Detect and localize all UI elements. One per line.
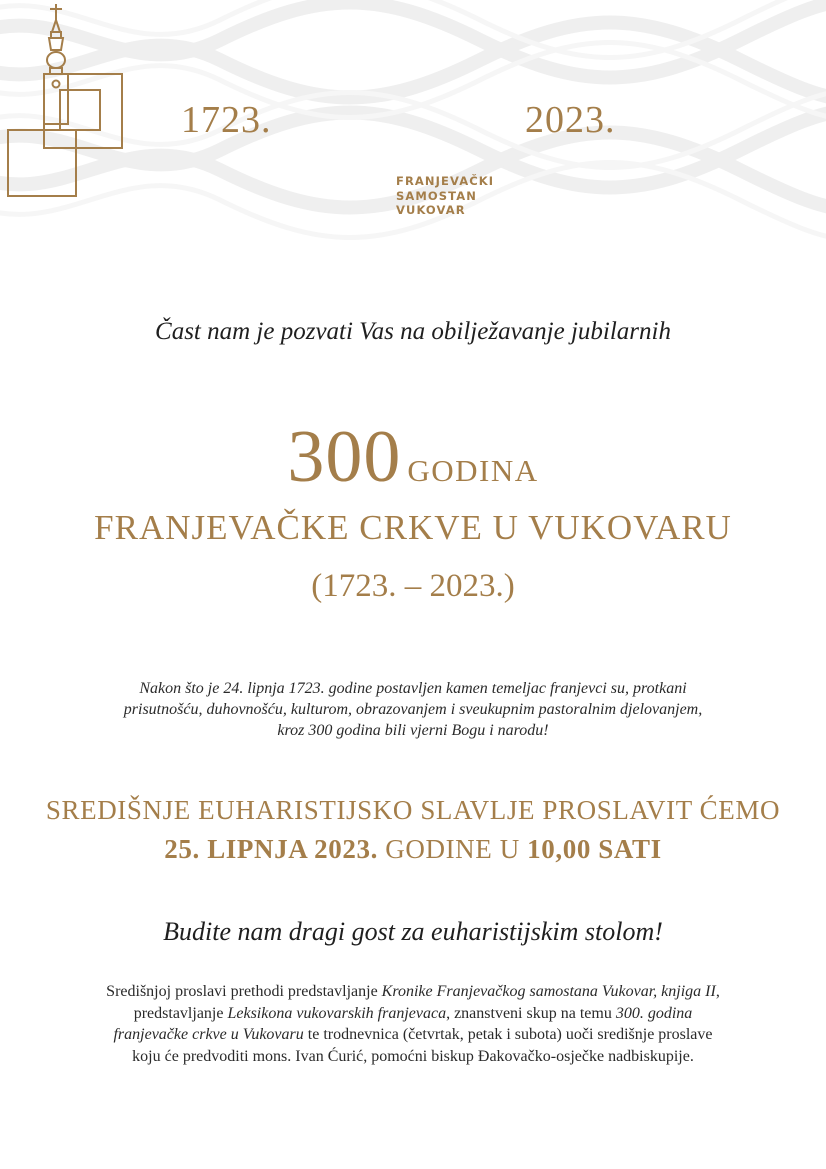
- description-line-2: prisutnošću, duhovnošću, kulturom, obrazovanjem i sveukupnim pastoralnim djelovanjem,: [123, 701, 703, 718]
- mass-godine-u: GODINE U: [385, 834, 520, 864]
- footer-lexicon-title: Leksikona vukovarskih franjevaca: [227, 1004, 447, 1022]
- invitation-line: Budite nam dragi gost za euharistijskim stolom!: [163, 917, 663, 946]
- anniversary-years: (1723. – 2023.): [311, 568, 515, 604]
- footer-symposium-title: 300. godina franjevačke crkve u Vukovaru: [113, 1004, 693, 1043]
- anniversary-godina: GODINA: [407, 453, 539, 488]
- description-line-3: kroz 300 godina bili vjerni Bogu i narodu!: [277, 722, 549, 739]
- mass-date: 25. LIPNJA 2023.: [164, 834, 378, 864]
- mass-datetime: [0, 834, 826, 865]
- program-paragraph: [98, 981, 728, 1067]
- logo-line-2: SAMOSTAN: [396, 188, 477, 203]
- logo-line-1: FRANJEVAČKI: [396, 174, 495, 188]
- anniversary-title: [0, 415, 826, 500]
- anniversary-number: 300: [287, 416, 402, 498]
- logo-wordmark: [396, 174, 494, 218]
- mass-time: 10,00 SATI: [527, 834, 662, 864]
- logo-line-3: VUKOVAR: [396, 203, 466, 217]
- footer-book-title: Kronike Franjevačkog samostana Vukovar, knjiga II: [381, 983, 716, 1000]
- mass-announcement: SREDIŠNJE EUHARISTIJSKO SLAVLJE PROSLAVIT ĆEMO: [45, 795, 781, 825]
- church-logo-icon: [0, 0, 200, 220]
- header-banner: [0, 0, 826, 240]
- year-end: 2023.: [525, 99, 616, 141]
- intro-text: Čast nam je pozvati Vas na obilježavanje jubilarnih: [155, 318, 671, 345]
- footer-text-4: te trodnevnica (četvrtak, petak i subota) uoči središnje proslave koju će predvoditi mons. Ivan Ćurić, pomoćni biskup Đakovačko-osječke nadbiskupije.: [132, 1026, 713, 1065]
- footer-text-3: , znanstveni skup na temu: [446, 1004, 616, 1022]
- anniversary-subtitle: FRANJEVAČKE CRKVE U VUKOVARU: [94, 508, 732, 547]
- footer-text-1: Središnjoj proslavi prethodi predstavljanje: [106, 983, 382, 1000]
- history-description: [95, 678, 731, 741]
- footer-text-2: , predstavljanje: [133, 983, 720, 1022]
- year-start: 1723.: [181, 99, 272, 141]
- description-line-1: Nakon što je 24. lipnja 1723. godine postavljen kamen temeljac franjevci su, protkani: [139, 680, 687, 697]
